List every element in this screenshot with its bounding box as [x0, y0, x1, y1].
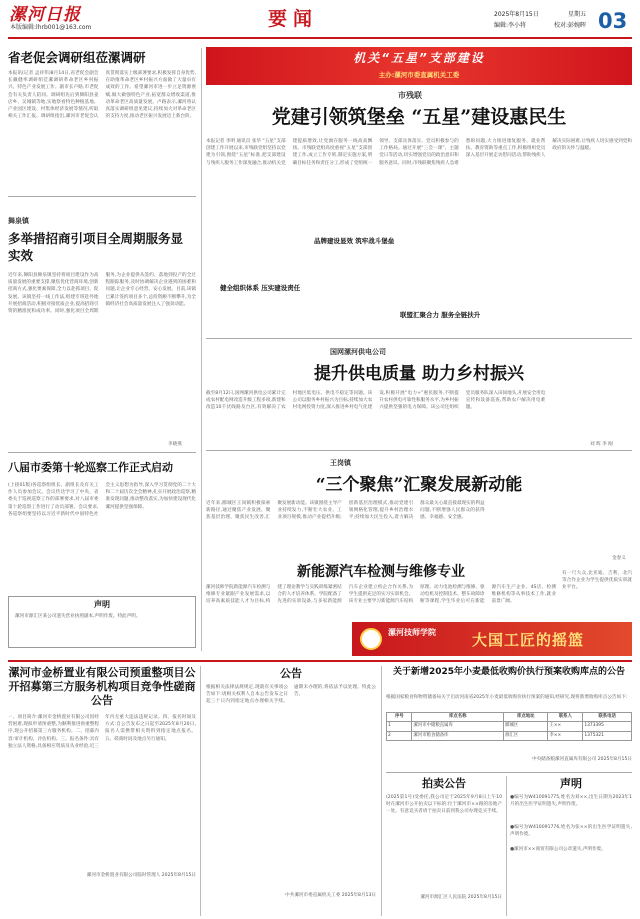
ad-jinqiao: [8, 666, 196, 914]
ad-jinqiao-body: 一、项目简介:漯河市金桥置业有限公司因经营困难,现拟申请预重整,为顺利推进预重整程序,现公开招募第三方服务机构。二、招募内容:审计机构、评估机构。三、报名条件:具有独立法人资格,具备相应资质及从业经验,近三年内无重大违法违规记录。四、报名时间及方式:自公告发布之日起至2025年8月20日,报名人需携带相关资料到指定地点报名。五、磋商时间及地点另行通知。: [8, 715, 196, 749]
left-article-1-title: 省老促会调研组莅漯调研: [8, 50, 146, 65]
table-row: [387, 731, 632, 740]
notice-box: [8, 596, 196, 648]
notice-body: 漯河市源汇区某公司遗失营业执照副本,声明作废。特此声明。: [15, 614, 141, 619]
town-body: 近年来,郾城区王岗镇积极探索新路径,通过聚焦产业发展、聚焦基层治理、聚焦民生改善,汇聚发展新动能。该镇围绕主导产业持续发力,不断壮大农业、工业项目规模,推动产业提档升级;创新基层治理模式,推动党建引领网格化管理,提升乡村治理水平;持续加大民生投入,着力解决群众最关心最直接最现实的利益问题,不断增强人民群众的获得感、幸福感、安全感。: [206, 501, 485, 521]
left-article-3-body: (上接01版)各巡察组组长、副组长及有关工作人员参加会议。会议传达学习了中央、省委关于巡视巡察工作的部署要求,对八届市委第十轮巡察工作进行了动员部署。会议要求,各巡察组要坚持以习近平新时代中国特色社会主义思想为指导,深入学习贯彻党的二十大和二十届历次全会精神,扎实开展政治巡察,精准发现问题,推动整改落实,为加快建设现代化漯河提供坚强保障。: [8, 483, 196, 517]
statement-item: ●编号为W410091775,姓名为刘××,出生日期为2023年1月的出生医学证明遗失,声明作废。: [510, 795, 632, 808]
left-article-2-author: 李晓燕: [168, 442, 182, 447]
table-cell: 1375321: [583, 731, 632, 740]
town-headline: “三个聚焦”汇聚发展新动能: [315, 475, 523, 495]
table-cell: 郾城区: [504, 722, 548, 731]
table-header-cell: 联系电话: [583, 713, 632, 722]
ad-jinqiao-title: 漯河市金桥置业有限公司预重整项目公开招募第三方服务机构项目竞争性磋商公告: [8, 666, 196, 707]
left-article-3-title: 八届市委第十轮巡察工作正式启动: [8, 461, 173, 474]
newspaper-logo: 漯河日报: [9, 5, 81, 25]
power-headline: 提升供电质量 助力乡村振兴: [314, 364, 524, 384]
ad-auction: [386, 776, 502, 914]
table-row: [387, 722, 632, 731]
left-article-1-body: 本报讯(记者 孟祥伟)8月14日,省老促会副会长戴健率调研组莅漯调研革命老区乡村振兴、特色产业发展工作。副市长卢路,市老促会有关负责人陪同。调研组先后到舞阳县姜店乡、吴城镇等地,实地察看特色种植基地、产业园区建设、村集体经济发展等情况,听取相关工作汇报。调研组指出,漯河市老促会认真贯彻落实上级部署要求,积极发挥自身优势,在助推革命老区乡村振兴方面做了大量卓有成效的工作。希望漯河市进一步立足资源禀赋,做大做强特色产业,拓宽群众增收渠道,推动革命老区高质量发展。卢路表示,漯河将认真落实调研组意见建议,持续加大对革命老区的支持力度,推动老区振兴发展迈上新台阶。: [8, 71, 196, 120]
ev-headline: 新能源汽车检测与维修专业: [297, 564, 465, 580]
table-cell: 王××: [548, 722, 583, 731]
power-kicker: 国网漯河供电公司: [330, 348, 386, 356]
town-kicker: 王岗镇: [330, 459, 351, 467]
table-header-cell: 库点名称: [412, 713, 504, 722]
main-headline: 党建引领筑堡垒 “五星”建设惠民生: [271, 106, 567, 128]
statement-item: ●编号为W410091776,姓名为张××的出生医学证明遗失,声明作废。: [510, 825, 632, 838]
table-cell: 2: [387, 731, 412, 740]
left-article-2-title: 多举措招商引项目全周期服务显实效: [8, 231, 184, 263]
ad-auction-body: (2025第1号)受委托,我公司定于2025年9月8日上午10时在漯河市公开拍卖以下标的:位于漯河市××路的房地产一处。有意竞买者请于拍卖日前到我公司办理竞买手续。: [386, 795, 502, 815]
ad-wheat-footer: 中央储备粮漯河直属库有限公司 2025年8月15日: [531, 757, 632, 762]
table-cell: 源汇区: [504, 731, 548, 740]
section-title: 要闻: [268, 8, 319, 30]
table-header-cell: 序号: [387, 713, 412, 722]
main-kicker: 市残联: [398, 91, 422, 100]
ev-body: 漯河技师学院新能源汽车检测与维修专业紧跟产业发展需求,以培养高素质技能人才为目标,构建了理论教学与实践训练紧密结合的人才培养体系。学院配备了先进的实训设备,与多家新能源汽车企业建立校企合作关系,为学生提供充足的实习实训机会。该专业主要学习新能源汽车结构原理、动力电池检测与维修、驱动电机及控制技术、整车故障诊断等课程,学生毕业后可在新能源汽车生产企业、4S店、检测维修机构等从事技术工作,就业前景广阔。: [206, 585, 556, 605]
ad-statements-title: 声明: [560, 777, 582, 790]
table-cell: 漯河市中储粮直属库: [412, 722, 504, 731]
table-cell: 1373395: [583, 722, 632, 731]
page-number: 03: [598, 9, 628, 33]
party-building-banner: [206, 47, 632, 85]
table-header-cell: 库点地址: [504, 713, 548, 722]
table-cell: 1: [387, 722, 412, 731]
main-subheading-1: 健全组织体系 压实建设责任: [220, 284, 301, 292]
ad-auction-title: 拍卖公告: [422, 777, 466, 790]
statement-item: ●漯河市××商贸有限公司公章遗失,声明作废。: [510, 847, 606, 852]
ad-auction-footer: 漯河市源汇区人民法院 2025年8月15日: [420, 895, 502, 900]
power-body: 截至8月12日,国网漯河供电公司累计完成农村配电网改造升级工程多项,新建和改造10千伏线路及台区,有效解决了农村地区低电压、供电不稳定等问题。该公司以服务乡村振兴为目标,持续加大农村电网投资力度,深入推进乡村电气化建设,积极开展“电力+”惠民服务,不断提升农村供电可靠性和服务水平,为乡村振兴提供坚强的电力保障。该公司还组织党员服务队深入田间地头,开展安全用电宣传和设备巡查,帮助农户解决用电难题。: [206, 391, 546, 411]
banner-title: 机关“五星”支部建设: [353, 51, 485, 65]
town-author: 金春义: [612, 556, 626, 561]
ad-notice-body: 根据相关法律法规规定,现就有关事项公告如下:请相关权利人自本公告发布之日起三十日内到指定地点办理相关手续。逾期未办理的,将依法予以处理。特此公告。: [206, 685, 376, 705]
table-cell: 漯河市粮食储备库: [412, 731, 504, 740]
ad-notice: [206, 666, 376, 914]
masthead: [0, 0, 640, 38]
ad-wheat-body: 根据国家粮食和物资储备局关于启动河南省2025年小麦最低收购价执行预案的通知,经研究,现将新增收购库点公告如下:: [386, 695, 628, 700]
main-subheading-2: 品牌建设显效 筑牢战斗堡垒: [310, 236, 398, 247]
main-body-text: 本报记者 李明 通讯员 张华 “五星”支部创建工作开展以来,市残联党组坚持以党建为引领,围绕“五星”标准,把支部建设与残疾人服务工作深度融合,推动机关党建提质增效,让党旗在服务一线高高飘扬。市残联党组高度重视“五星”支部创建工作,成立工作专班,制定实施方案,明确目标任务和责任分工,形成了党组统一领导、支部具体落实、党员积极参与的工作格局。通过开展“三会一课”、主题党日等活动,切实增强党员的政治意识和服务意识。同时,市残联聚焦残疾人急难愁盼问题,大力推进康复服务、就业帮扶、教育资助等重点工作,积极组织党员深入基层开展走访慰问活动,帮助残疾人解决实际困难,让残疾人切实感受到党和政府的关怀与温暖。: [206, 139, 632, 166]
technician-college-ad: [352, 622, 632, 656]
ad-wheat-table: [386, 712, 632, 741]
ad-statements: [510, 776, 632, 914]
proofreader-name: 校对:彭婉晖: [554, 22, 587, 29]
ad-notice-title: 公告: [280, 667, 302, 680]
power-author: 刘 辉 李 刚: [590, 442, 613, 447]
college-name: 漯河技师学院: [388, 628, 436, 637]
issue-date: 2025年8月15日: [494, 11, 539, 18]
college-logo-icon: [360, 628, 382, 650]
ad-jinqiao-footer: 漯河市金桥置业有限公司临时管理人 2025年8月15日: [86, 873, 196, 878]
college-slogan: 大国工匠的摇篮: [472, 631, 585, 649]
issue-weekday: 星期五: [568, 11, 587, 18]
banner-sponsor: 主办:漯河市委直属机关工委: [378, 71, 460, 79]
desk-email: 本版编辑:lhrb001@163.com: [10, 24, 92, 31]
table-header-row: [387, 713, 632, 722]
table-header-cell: 联系人: [548, 713, 583, 722]
left-article-2-body: 近年来,舞阳县舞泉镇坚持将项目建设作为高质量发展的重要支撑,聚焦优化营商环境,创新招商方式,强化要素保障,全力以赴抓项目、促发展。该镇坚持一线工作法,组建专班赴外地开展招商活动,积极对接优质企业,提高招商引资的精准度和成功率。同时,强化项目全周期服务,为企业提供从签约、落地到投产的全过程跟踪服务,及时协调解决企业遇到的困难和问题,让企业专心经营、安心发展。目前,该镇已累计签约项目多个,总投资额不断攀升,为全镇经济社会高质量发展注入了强劲动能。: [8, 273, 196, 315]
ad-wheat-title: 关于新增2025年小麦最低收购价执行预案收购库点的公告: [392, 667, 626, 677]
left-article-2-kicker: 舞泉镇: [8, 217, 29, 225]
table-cell: 李××: [548, 731, 583, 740]
notice-title: 声明: [94, 600, 110, 609]
main-subheading-3: 联盟汇聚合力 服务全链扶升: [396, 310, 484, 321]
ad-notice-footer: 中共漯河市委直属机关工委 2025年8月13日: [285, 893, 376, 898]
ev-body-right: 有一尺大众,比亚迪、吉利、北汽等合作企业为学生提供优质实训就业平台。: [562, 571, 632, 591]
ad-wheat-purchase: [386, 666, 632, 770]
editor-name: 编辑:李小将: [494, 22, 527, 29]
